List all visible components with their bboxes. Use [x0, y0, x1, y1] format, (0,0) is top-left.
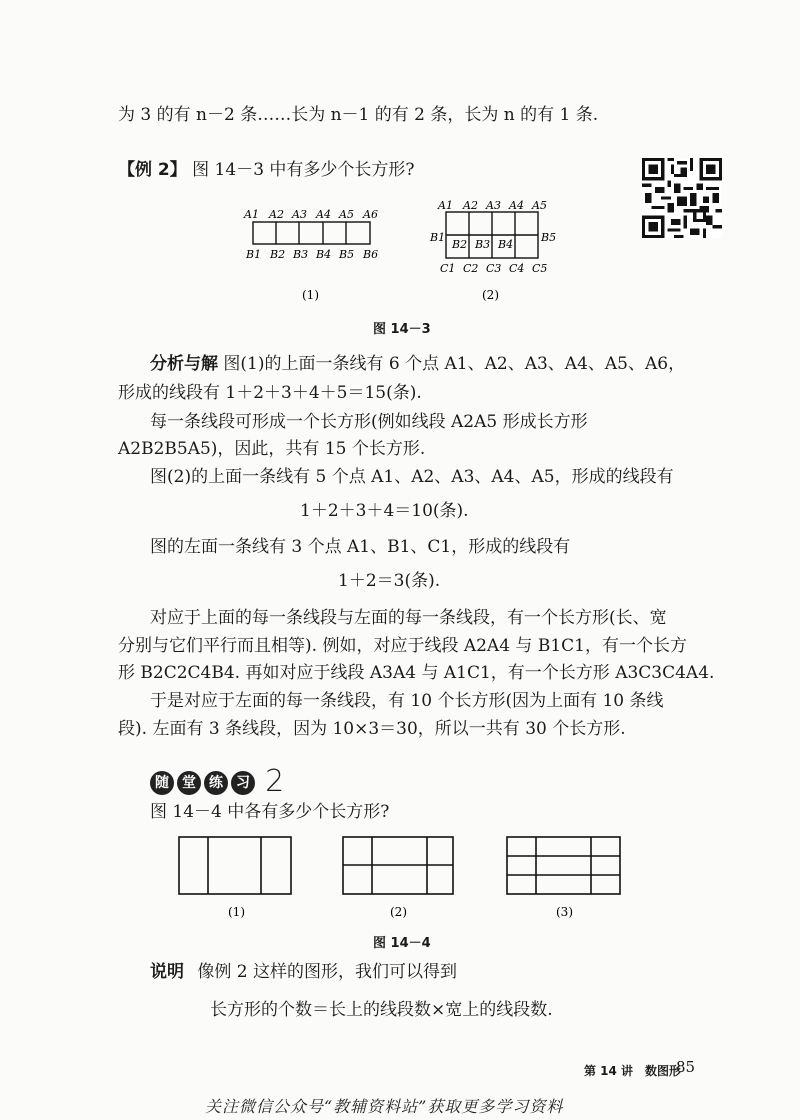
label-a1: A1 [244, 208, 259, 221]
practice-question: 图 14－4 中各有多少个长方形? [150, 802, 390, 822]
solution-heading: 分析与解 [150, 354, 218, 374]
label-2-b5: B5 [541, 231, 557, 244]
example-label: 【例 2】 [118, 160, 187, 180]
solution-line-3: 每一条线段可形成一个长方形(例如线段 A2A5 形成长方形 [150, 412, 588, 432]
label-2-c1: C1 [440, 262, 456, 275]
note-text: 像例 2 这样的图形，我们可以得到 [197, 962, 458, 982]
caption-14-4-2: (2) [390, 905, 407, 919]
label-b5: B5 [339, 248, 355, 261]
label-2-b3: B3 [475, 238, 491, 251]
caption-14-4-3: (3) [556, 905, 573, 919]
label-2-c5: C5 [532, 262, 548, 275]
qr-code [642, 158, 722, 238]
footer-chapter: 第 14 讲 数图形 [584, 1064, 682, 1078]
solution-line-1 [150, 352, 685, 376]
figure-14-4-3 [507, 837, 620, 894]
label-2-a4: A4 [509, 200, 524, 212]
practice-heading [150, 764, 284, 799]
label-b1: B1 [246, 248, 262, 261]
label-a3: A3 [292, 208, 307, 221]
label-2-a3: A3 [486, 200, 501, 212]
equation-1: 1＋2＋3＋4＝10(条). [300, 501, 469, 521]
solution-line-10: 于是对应于左面的每一条线段，有 10 个长方形(因为上面有 10 条线 [150, 691, 664, 711]
figure-14-3-1 [243, 208, 378, 302]
solution-line-2: 形成的线段有 1＋2＋3＋4＋5＝15(条). [118, 383, 422, 403]
label-a6: A6 [363, 208, 378, 221]
qr-code-graphic [642, 158, 722, 238]
solution-line-4: A2B2B5A5)，因此，共有 15 个长方形. [118, 439, 426, 459]
example-question: 图 14－3 中有多少个长方形? [192, 160, 415, 180]
practice-badge-2: 堂 [177, 771, 201, 795]
figure-14-4-2 [343, 837, 453, 894]
figure-14-3-2 [429, 200, 556, 302]
example-heading [118, 158, 415, 182]
label-a5: A5 [339, 208, 354, 221]
solution-line-8: 分别与它们平行而且相等). 例如，对应于线段 A2A4 与 B1C1，有一个长方 [118, 636, 687, 656]
note-line [150, 960, 457, 984]
solution-line-11: 段). 左面有 3 条线段，因为 10×3＝30，所以一共有 30 个长方形. [118, 719, 626, 739]
label-b4: B4 [316, 248, 332, 261]
continued-text-line: 为 3 的有 n－2 条……长为 n－1 的有 2 条，长为 n 的有 1 条. [118, 105, 599, 125]
solution-text-1: 图(1)的上面一条线有 6 个点 A1、A2、A3、A4、A5、A6， [223, 354, 686, 374]
figure-14-4 [170, 830, 630, 930]
practice-badge-3: 练 [204, 771, 228, 795]
note-formula: 长方形的个数＝长上的线段数×宽上的线段数. [210, 1000, 553, 1020]
solution-line-5: 图(2)的上面一条线有 5 个点 A1、A2、A3、A4、A5，形成的线段有 [150, 467, 674, 487]
practice-badge-1: 随 [150, 771, 174, 795]
solution-line-6: 图的左面一条线有 3 个点 A1、B1、C1，形成的线段有 [150, 537, 571, 557]
practice-number: 2 [265, 764, 285, 799]
caption-sub1: (1) [302, 288, 319, 302]
label-a2: A2 [269, 208, 284, 221]
label-b3: B3 [293, 248, 309, 261]
label-2-b4: B4 [498, 238, 514, 251]
label-2-b1: B1 [430, 231, 446, 244]
label-b2: B2 [270, 248, 286, 261]
caption-14-4-1: (1) [228, 905, 245, 919]
label-2-a1: A1 [438, 200, 453, 212]
practice-badge-4: 习 [231, 771, 255, 795]
label-a4: A4 [316, 208, 331, 221]
figure-14-4-1 [179, 837, 291, 894]
label-2-c4: C4 [509, 262, 525, 275]
label-2-a2: A2 [463, 200, 478, 212]
figure-14-4-caption: 图 14－4 [373, 936, 431, 951]
figure-14-3-caption: 图 14－3 [373, 322, 431, 337]
label-b6: B6 [363, 248, 379, 261]
solution-line-7: 对应于上面的每一条线段与左面的每一条线段，有一个长方形(长、宽 [150, 608, 667, 628]
equation-2: 1＋2＝3(条). [338, 571, 441, 591]
label-2-c2: C2 [463, 262, 479, 275]
footer-page-number: 85 [676, 1058, 696, 1076]
label-2-a5: A5 [532, 200, 547, 212]
solution-line-9: 形 B2C2C4B4. 再如对应于线段 A3A4 与 A1C1，有一个长方形 A3C3C4A4. [118, 663, 715, 683]
watermark-text: 关注微信公众号“教辅资料站”获取更多学习资料 [205, 1097, 564, 1116]
label-2-c3: C3 [486, 262, 502, 275]
caption-sub2: (2) [482, 288, 499, 302]
note-label: 说明 [150, 962, 184, 982]
label-2-b2: B2 [452, 238, 468, 251]
